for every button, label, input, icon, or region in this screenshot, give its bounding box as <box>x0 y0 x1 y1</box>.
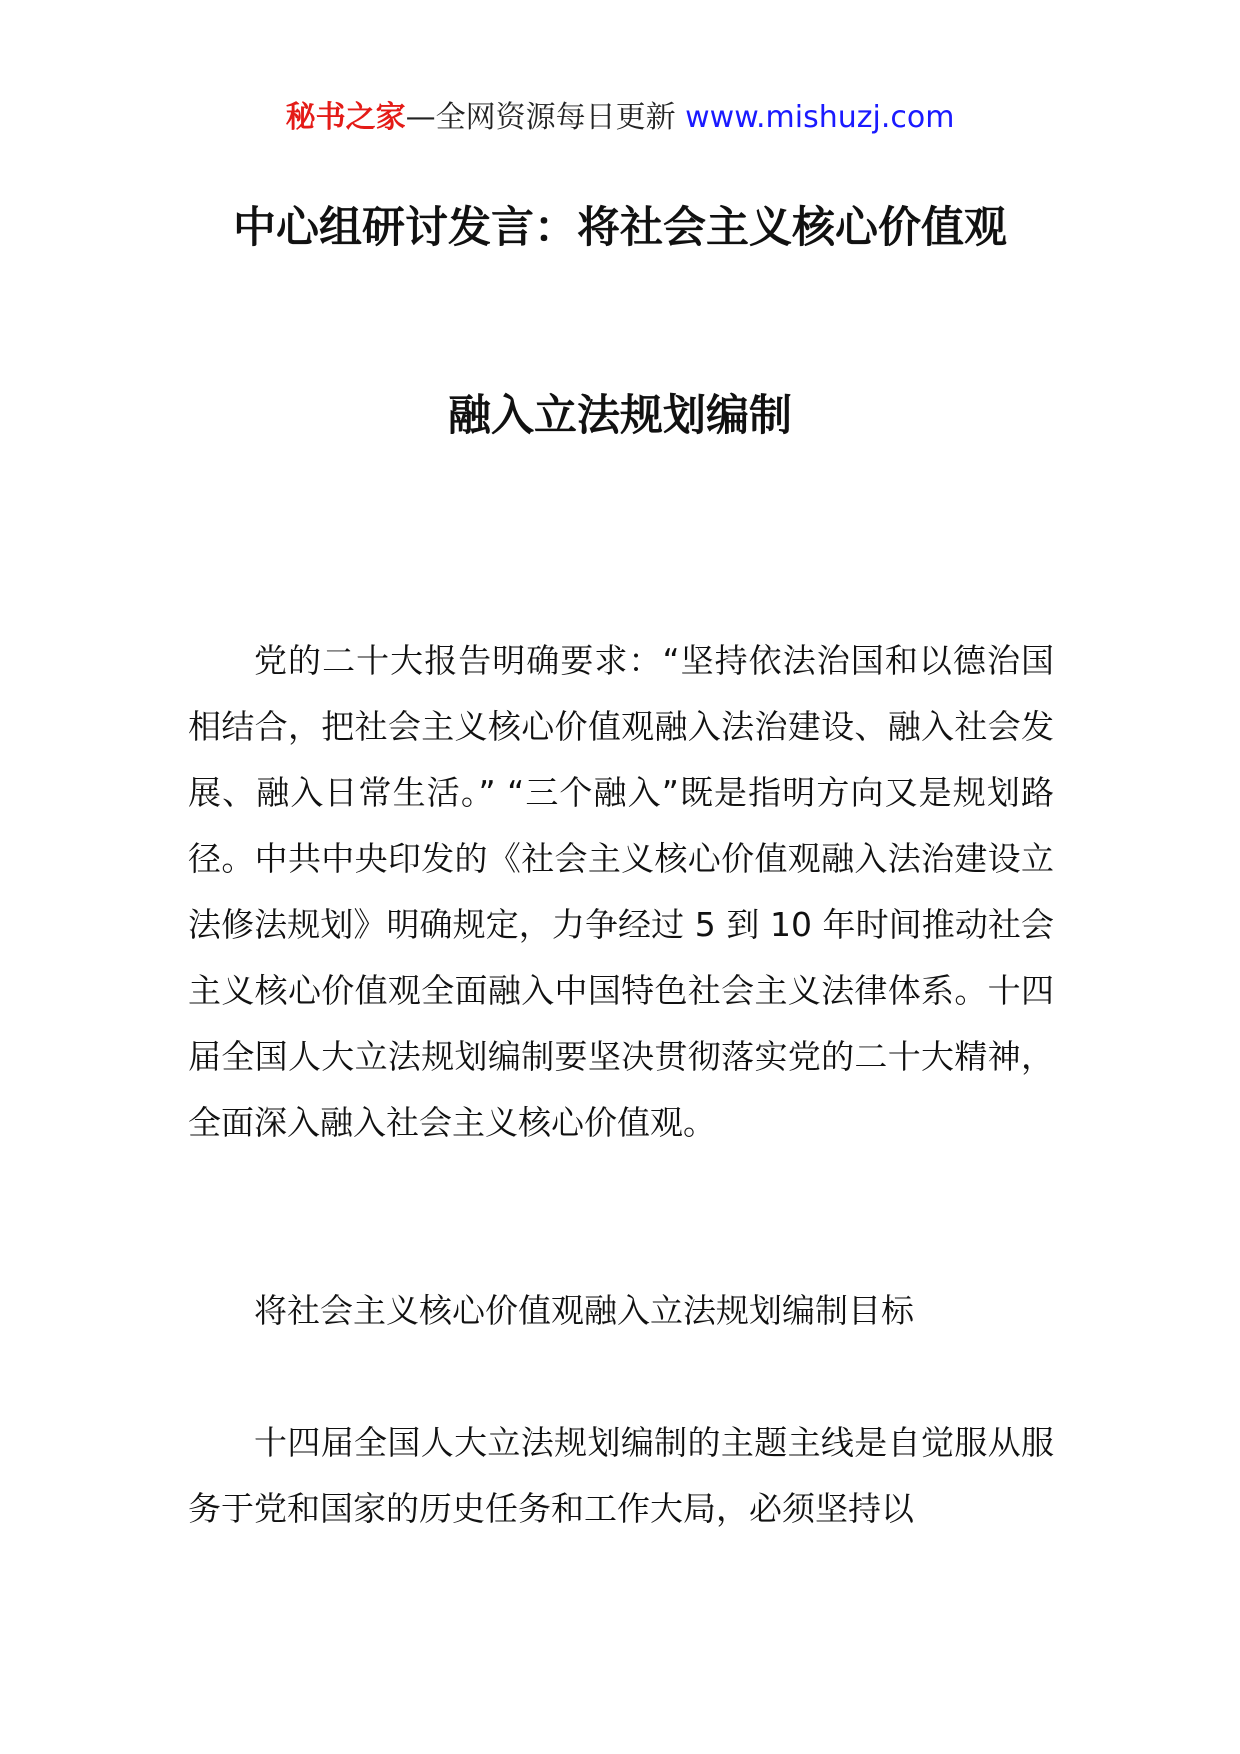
body-paragraph-1: 党的二十大报告明确要求：“坚持依法治国和以德治国相结合，把社会主义核心价值观融入法治建设、融入社会发展、融入日常生活。” “三个融入”既是指明方向又是规划路径。中共中央印发的《社会主义核心价值观融入法治建设立法修法规划》明确规定，力争经过 5 到 10 年时间推动社会主义核心价值观全面融入中国特色社会主义法律体系。十四届全国人大立法规划编制要坚决贯彻落实党的二十大精神，全面深入融入社会主义核心价值观。 <box>188 641 1054 1142</box>
document-title-line-2: 融入立法规划编制 <box>448 391 792 441</box>
section-subheading: 将社会主义核心价值观融入立法规划编制目标 <box>254 1291 914 1330</box>
body-paragraph-2: 十四届全国人大立法规划编制的主题主线是自觉服从服务于党和国家的历史任务和工作大局，必须坚持以 <box>188 1423 1054 1528</box>
document-title-line-1: 中心组研讨发言：将社会主义核心价值观 <box>233 203 1007 253</box>
site-url-link[interactable]: www.mishuzj.com <box>685 100 955 135</box>
brand-name: 秘书之家 <box>285 100 406 135</box>
site-header <box>0 98 1240 138</box>
header-tagline: —全网资源每日更新 <box>405 100 686 135</box>
